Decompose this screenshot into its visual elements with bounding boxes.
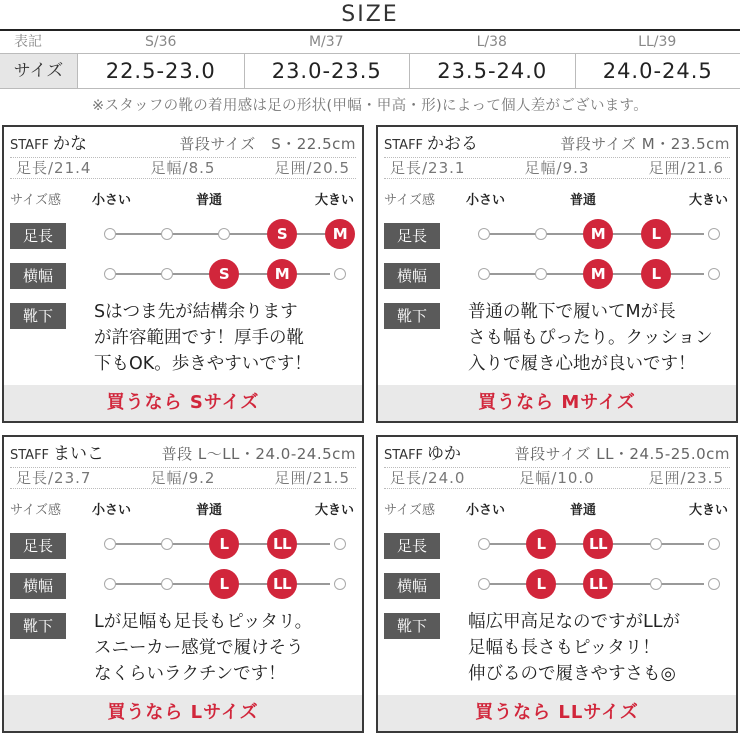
foot-measurements: [384, 467, 730, 489]
scale-large-label: 大きい: [314, 503, 354, 518]
staff-name: ゆか: [427, 444, 462, 464]
foot-width: 足幅/10.0: [519, 469, 595, 487]
tag-width: 横幅: [10, 573, 66, 599]
scale-dot: [334, 538, 346, 550]
staff-comment: [468, 299, 730, 377]
usual-size: 普段サイズ LL・24.5-25.0cm: [514, 445, 730, 463]
size-marker: LL: [583, 569, 613, 599]
scale-small-label: 小さい: [466, 503, 506, 518]
comment-line: 足幅も長さもピッタリ！: [468, 638, 660, 658]
size-value-cell: 22.5-23.0: [105, 59, 216, 83]
staff-comment: [94, 299, 356, 377]
foot-measurements: [384, 157, 730, 179]
tag-width: 横幅: [10, 263, 66, 289]
row-label: サイズ: [0, 54, 78, 88]
recommended-size: 買うなら Mサイズ: [378, 385, 736, 421]
comment-line: が許容範囲です！厚手の靴: [94, 328, 304, 348]
tag-width: 横幅: [384, 263, 440, 289]
scale-dot: [708, 268, 720, 280]
scale-dot: [104, 538, 116, 550]
comment-line: 普通の靴下で履いてMが長: [468, 302, 676, 322]
comment-line: 入りで履き心地が良いです！: [468, 354, 696, 374]
comment-line: Lが足幅も足長もピッタリ。: [94, 612, 313, 632]
foot-length: 足長/23.1: [390, 159, 466, 177]
size-chart-table: [0, 31, 740, 89]
scale-dot: [708, 538, 720, 550]
scale-normal-label: 普通: [570, 503, 597, 518]
comment-line: 下もOK。歩きやすいです！: [94, 354, 312, 374]
size-marker: L: [641, 259, 671, 289]
scale-dot: [708, 578, 720, 590]
recommended-size: 買うなら Sサイズ: [4, 385, 362, 421]
scale-normal-label: 普通: [196, 503, 223, 518]
fit-label: サイズ感: [384, 193, 435, 208]
foot-girth: 足囲/20.5: [274, 159, 350, 177]
foot-width: 足幅/8.5: [150, 159, 216, 177]
size-marker: L: [526, 529, 556, 559]
fit-scale-length: [474, 218, 710, 250]
foot-girth: 足囲/23.5: [648, 469, 724, 487]
staff-name: まいこ: [53, 444, 105, 464]
usual-size: 普段サイズ M・23.5cm: [560, 135, 730, 153]
foot-width: 足幅/9.2: [150, 469, 216, 487]
usual-size: 普段サイズ S・22.5cm: [179, 135, 356, 153]
tag-length: 足長: [384, 223, 440, 249]
foot-length: 足長/23.7: [16, 469, 92, 487]
header-cell: LL/39: [638, 34, 677, 50]
scale-small-label: 小さい: [466, 193, 506, 208]
comment-line: なくらいラクチンです！: [94, 664, 286, 684]
fit-scale-length: [474, 528, 710, 560]
recommended-size: 買うなら Lサイズ: [4, 695, 362, 731]
size-marker: S: [267, 219, 297, 249]
staff-card: [2, 125, 364, 423]
size-value-cell: 23.5-24.0: [409, 54, 575, 88]
staff-name: かおる: [427, 134, 479, 154]
size-header-row: [0, 31, 740, 53]
fit-scale-width: [474, 258, 710, 290]
staff-label: STAFF: [384, 448, 424, 463]
header-cell: L/38: [476, 34, 507, 50]
size-marker: S: [209, 259, 239, 289]
size-marker: L: [526, 569, 556, 599]
foot-measurements: [10, 467, 356, 489]
size-marker: LL: [583, 529, 613, 559]
size-value-cell: 24.0-24.5: [575, 54, 740, 88]
scale-dot: [104, 268, 116, 280]
size-marker: M: [583, 219, 613, 249]
size-marker: M: [267, 259, 297, 289]
tag-socks: 靴下: [384, 613, 440, 639]
scale-dot: [161, 538, 173, 550]
tag-length: 足長: [10, 223, 66, 249]
foot-length: 足長/24.0: [390, 469, 466, 487]
tag-width: 横幅: [384, 573, 440, 599]
fit-label: サイズ感: [10, 503, 61, 518]
staff-header: [384, 439, 730, 463]
staff-header: [10, 439, 356, 463]
size-marker: L: [641, 219, 671, 249]
scale-dot: [161, 228, 173, 240]
scale-dot: [218, 228, 230, 240]
scale-dot: [161, 268, 173, 280]
scale-dot: [104, 578, 116, 590]
staff-name: かな: [53, 134, 88, 154]
fit-scale-header: [4, 499, 362, 521]
comment-line: さも幅もぴったり。クッション: [468, 328, 713, 348]
comment-line: 幅広甲高足なのですがLLが: [468, 612, 680, 632]
scale-dot: [650, 538, 662, 550]
scale-large-label: 大きい: [314, 193, 354, 208]
scale-dot: [535, 228, 547, 240]
foot-width: 足幅/9.3: [524, 159, 590, 177]
scale-dot: [708, 228, 720, 240]
fit-scale-header: [378, 189, 736, 211]
size-value-cell: 23.0-23.5: [244, 54, 410, 88]
foot-girth: 足囲/21.5: [274, 469, 350, 487]
staff-label: STAFF: [10, 448, 50, 463]
foot-measurements: [10, 157, 356, 179]
header-label: 表記: [14, 34, 42, 50]
staff-label: STAFF: [384, 138, 424, 153]
comment-line: スニーカー感覚で履けそう: [94, 638, 304, 658]
tag-socks: 靴下: [10, 303, 66, 329]
fit-scale-width: [100, 568, 336, 600]
tag-socks: 靴下: [384, 303, 440, 329]
header-cell: M/37: [308, 34, 344, 50]
scale-dot: [478, 578, 490, 590]
page-title: SIZE: [341, 2, 399, 27]
scale-dot: [334, 578, 346, 590]
size-marker: L: [209, 529, 239, 559]
staff-label: STAFF: [10, 138, 50, 153]
staff-header: [10, 129, 356, 153]
size-marker: LL: [267, 529, 297, 559]
size-marker: M: [583, 259, 613, 289]
scale-dot: [650, 578, 662, 590]
scale-dot: [478, 268, 490, 280]
scale-small-label: 小さい: [92, 193, 132, 208]
fit-label: サイズ感: [10, 193, 61, 208]
scale-normal-label: 普通: [570, 193, 597, 208]
size-marker: LL: [267, 569, 297, 599]
tag-socks: 靴下: [10, 613, 66, 639]
header-cell: S/36: [145, 34, 177, 50]
scale-normal-label: 普通: [196, 193, 223, 208]
scale-dot: [478, 538, 490, 550]
scale-small-label: 小さい: [92, 503, 132, 518]
foot-girth: 足囲/21.6: [648, 159, 724, 177]
scale-dot: [161, 578, 173, 590]
fit-scale-header: [4, 189, 362, 211]
staff-comment: [94, 609, 356, 687]
foot-length: 足長/21.4: [16, 159, 92, 177]
size-value-row: [0, 53, 740, 89]
staff-card: [376, 435, 738, 733]
fit-disclaimer: ※スタッフの靴の着用感は足の形状(甲幅・甲高・形)によって個人差がございます。: [92, 98, 648, 114]
comment-line: Sはつま先が結構余ります: [94, 302, 298, 322]
recommended-size: 買うなら LLサイズ: [378, 695, 736, 731]
staff-comment: [468, 609, 730, 687]
fit-scale-width: [474, 568, 710, 600]
staff-card: [376, 125, 738, 423]
staff-header: [384, 129, 730, 153]
size-marker: M: [325, 219, 355, 249]
scale-large-label: 大きい: [688, 503, 728, 518]
scale-dot: [334, 268, 346, 280]
scale-dot: [478, 228, 490, 240]
scale-large-label: 大きい: [688, 193, 728, 208]
size-marker: L: [209, 569, 239, 599]
fit-label: サイズ感: [384, 503, 435, 518]
fit-scale-header: [378, 499, 736, 521]
staff-card: [2, 435, 364, 733]
fit-scale-length: [100, 218, 348, 250]
scale-dot: [535, 268, 547, 280]
tag-length: 足長: [384, 533, 440, 559]
tag-length: 足長: [10, 533, 66, 559]
fit-scale-width: [100, 258, 336, 290]
fit-scale-length: [100, 528, 336, 560]
scale-dot: [104, 228, 116, 240]
comment-line: 伸びるので履きやすさも◎: [468, 664, 676, 684]
usual-size: 普段 L～LL・24.0-24.5cm: [161, 445, 356, 463]
